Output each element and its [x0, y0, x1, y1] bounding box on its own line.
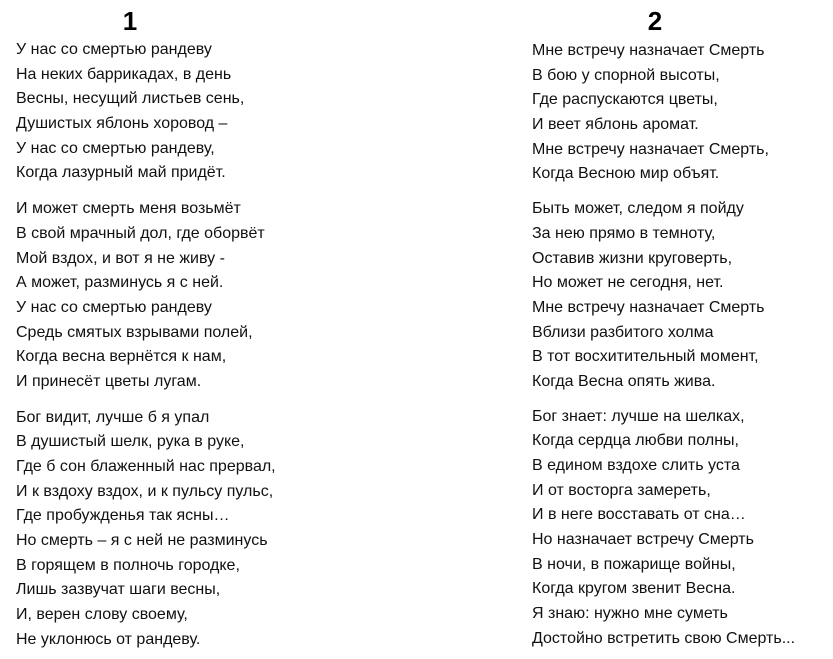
poem-line: В ночи, в пожарище войны,	[532, 555, 736, 573]
poem-line: В душистый шелк, рука в руке,	[16, 433, 245, 451]
poem-2-body	[532, 39, 795, 652]
poem-line: Но может не сегодня, нет.	[532, 274, 724, 292]
poem-line: У нас со смертью рандеву	[16, 298, 212, 316]
poem-line: И к вздоху вздох, и к пульсу пульс,	[16, 482, 274, 500]
poem-line: На неких баррикадах, в день	[16, 65, 232, 83]
poem-line: Бог знает: лучше на шелках,	[532, 407, 745, 425]
poem-line: Я знаю: нужно мне суметь	[532, 605, 728, 623]
poem-line: Где распускаются цветы,	[532, 91, 718, 109]
poem-line: У нас со смертью рандеву,	[16, 139, 215, 157]
poem-line: И, верен слову своему,	[16, 606, 188, 624]
poem-line: И от восторга замереть,	[532, 481, 711, 499]
poem-line: Не уклонюсь от рандеву.	[16, 630, 201, 648]
poem-line: Быть может, следом я пойду	[532, 200, 744, 218]
poem-line: В горящем в полночь городке,	[16, 556, 240, 574]
poem-line: Вблизи разбитого холма	[532, 323, 714, 341]
stanza-2	[532, 197, 795, 395]
poem-number-2: 2	[647, 6, 663, 36]
poem-line: Оставив жизни круговерть,	[532, 249, 733, 267]
poem-line: В едином вздохе слить уста	[532, 457, 740, 474]
poem-line: Когда сердца любви полны,	[532, 432, 739, 450]
poem-line: И веет яблонь аромат.	[532, 116, 699, 134]
poem-line: А может, разминусь я с ней.	[16, 274, 224, 292]
poem-number-1: 1	[122, 6, 138, 36]
poem-line: Достойно встретить свою Смерть...	[532, 629, 796, 647]
poem-line: Мне встречу назначает Смерть	[532, 298, 765, 316]
poem-line: Где б сон блаженный нас прервал,	[16, 458, 276, 475]
poem-line: В свой мрачный дол, где оборвёт	[16, 224, 265, 242]
poem-line: Когда Весна опять жива.	[532, 372, 716, 390]
stanza-1	[16, 38, 276, 186]
stanza-2	[16, 197, 276, 395]
poem-line: У нас со смертью рандеву	[16, 41, 212, 58]
poem-line: Мой вздох, и вот я не живу -	[16, 249, 225, 267]
poem-line: Душистых яблонь хоровод –	[16, 115, 228, 133]
poem-line: Бог видит, лучше б я упал	[16, 408, 210, 426]
poem-line: Лишь зазвучат шаги весны,	[16, 581, 221, 599]
poem-line: Когда кругом звенит Весна.	[532, 580, 736, 598]
poem-line: Где пробужденья так ясны…	[16, 507, 230, 525]
poem-line: За нею прямо в темноту,	[532, 224, 716, 242]
poem-line: Но смерть – я с ней не разминусь	[16, 532, 268, 550]
poem-line: В тот восхитительный момент,	[532, 348, 759, 366]
poem-line: И может смерть меня возьмёт	[16, 200, 241, 218]
stanza-3	[16, 406, 276, 653]
stanza-3	[532, 405, 795, 652]
poem-line: И принесёт цветы лугам.	[16, 372, 202, 390]
poem-line: Мне встречу назначает Смерть,	[532, 140, 769, 158]
poem-line: Когда лазурный май придёт.	[16, 164, 226, 182]
poem-line: Когда весна вернётся к нам,	[16, 348, 227, 366]
poem-line: Весны, несущий листьев сень,	[16, 90, 245, 108]
poem-line: Когда Весною мир объят.	[532, 165, 720, 183]
poem-line: И в неге восставать от сна…	[532, 506, 746, 524]
poem-line: Мне встречу назначает Смерть	[532, 42, 765, 59]
poem-line: Средь смятых взрывами полей,	[16, 323, 253, 341]
poem-line: Но назначает встречу Смерть	[532, 531, 754, 549]
poem-line: В бою у спорной высоты,	[532, 66, 720, 84]
poem-1-body	[16, 38, 276, 653]
stanza-1	[532, 39, 795, 187]
